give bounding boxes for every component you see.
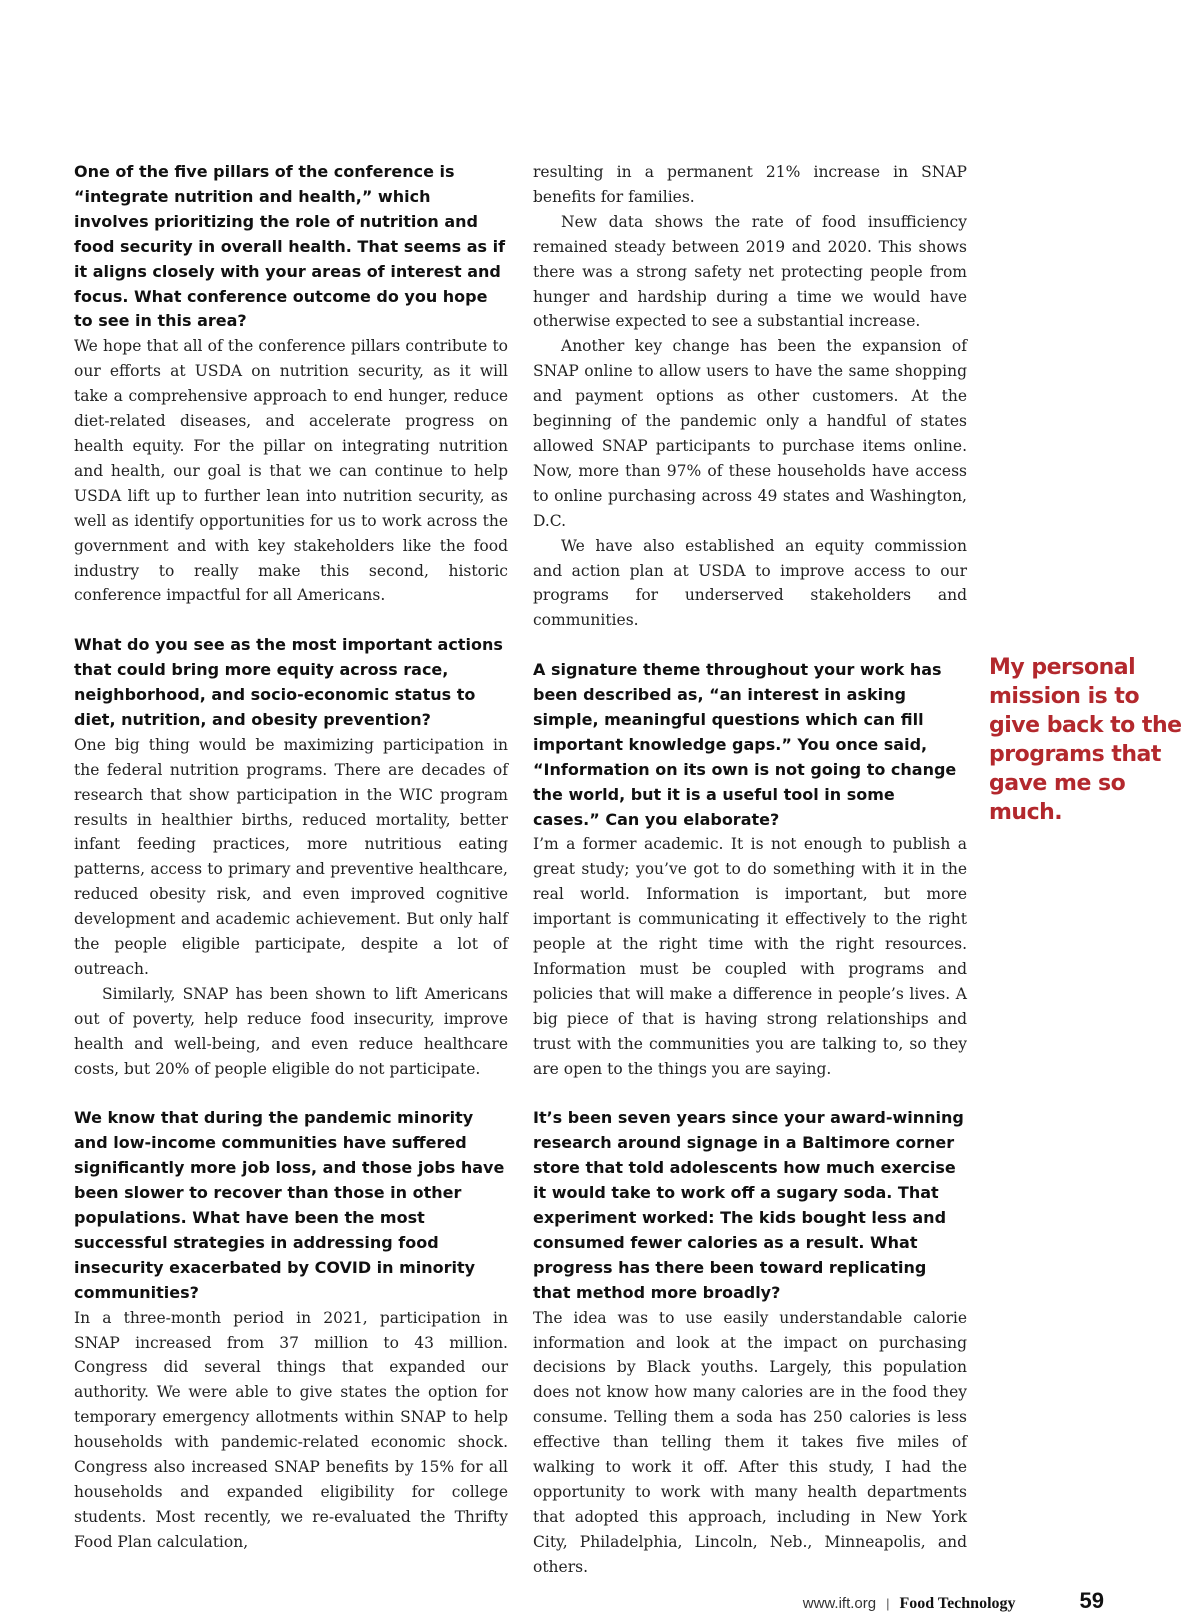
answer-5: The idea was to use easily understandable calorie information and look at the impact on purchasing decisions by Black youths. Largely, this population does not know how many calories are in the food they consume. Telling them a soda has 250 calories is less effective than telling them it takes five miles of walking to work it off. After this study, I had the opportunity to work with many health departments that adopted this approach, including in New York City, Philadelphia, Lincoln, Neb., Minneapolis, and others. [533,1308,967,1576]
question-2: What do you see as the most important actions that could bring more equity across race, neighborhood, and socio-economic status to diet, nutrition, and obesity prevention? [74,635,503,729]
answer-2-paragraph-1: One big thing would be maximizing participation in the federal nutrition programs. There are decades of research that show participation in the WIC program results in healthier births, reduced mortality, better infant feeding practices, more nutritious eating patterns, access to primary and preventive healthcare, reduced obesity risk, and even improved cognitive development and academic achievement. But only half the people eligible participate, despite a lot of outreach. [74,735,508,978]
answer-3-paragraph-4: We have also established an equity commission and action plan at USDA to improve access to our programs for underserved stakeholders and communities. [533,536,967,630]
footer-website-link[interactable]: www.ift.org [802,1595,877,1612]
footer-separator: | [886,1596,890,1611]
page-number: 59 [1079,1588,1104,1613]
answer-3-paragraph-1: In a three-month period in 2021, participation in SNAP increased from 37 million to 43 million. Congress did several things that expanded our authority. We were able to give states the option for temporary emergency allotments within SNAP to help households with pandemic-related economic shock. Congress also increased SNAP benefits by 15% for all households and expanded eligibility for college students. Most recently, we re-evaluated the Thrifty Food Plan calculation, [74,1308,508,1551]
pull-quote: My personal mission is to give back to the programs that gave me so much. [989,655,1182,825]
answer-3-paragraph-2: New data shows the rate of food insufficiency remained steady between 2019 and 2020. This shows there was a strong safety net protecting people from hunger and hardship during a time we would have otherwise expected to see a substantial increase. [533,212,967,331]
answer-1: We hope that all of the conference pillars contribute to our efforts at USDA on nutrition security, as it will take a comprehensive approach to end hunger, reduce diet-related diseases, and accelerate progress on health equity. For the pillar on integrating nutrition and health, our goal is that we can continue to help USDA lift up to further lean into nutrition security, as well as identify opportunities for us to work across the government and with key stakeholders like the food industry to really make this second, historic conference impactful for all Americans. [74,337,508,605]
question-3: We know that during the pandemic minority and low-income communities have suffered significantly more job loss, and those jobs have been slower to recover than those in other populations. What have been the most successful strategies in addressing food insecurity exacerbated by COVID in minority communities? [74,1108,505,1302]
spacer [533,1082,967,1107]
answer-3-paragraph-3: Another key change has been the expansion of SNAP online to allow users to have the same shopping and payment options as other customers. At the beginning of the pandemic only a handful of states allowed SNAP participants to purchase items online. Now, more than 97% of these households have access to online purchasing across 49 states and Washington, D.C. [533,337,967,530]
right-column [533,160,967,1580]
answer-2-paragraph-2: Similarly, SNAP has been shown to lift Americans out of poverty, help reduce food insecurity, improve health and well-being, and even reduce healthcare costs, but 20% of people eligible do not participate. [74,984,508,1078]
page-footer [803,1588,1104,1614]
spacer [74,1082,508,1107]
answer-4: I’m a former academic. It is not enough to publish a great study; you’ve got to do something with it in the real world. Information is important, but more important is communicating it effectively to the right people at the right time with the right resources. Information must be coupled with programs and policies that will make a difference in people’s lives. A big piece of that is having strong relationships and trust with the communities you are talking to, so they are open to the things you are saying. [533,835,967,1078]
answer-3-continued: resulting in a permanent 21% increase in SNAP benefits for families. [533,163,967,206]
question-4: A signature theme throughout your work has been described as, “an interest in asking simple, meaningful questions which can fill important knowledge gaps.” You once said, “Information on its own is not going to change the world, but it is a useful tool in some cases.” Can you elaborate? [533,660,957,829]
spacer [533,633,967,658]
question-5: It’s been seven years since your award-winning research around signage in a Baltimore corner store that told adolescents how much exercise it would take to work off a sugary soda. That experiment worked: The kids bought less and consumed fewer calories as a result. What progress has there been toward replicating that method more broadly? [533,1108,964,1302]
spacer [74,608,508,633]
footer-magazine-name: Food Technology [899,1595,1016,1612]
question-1: One of the five pillars of the conference is “integrate nutrition and health,” which involves prioritizing the role of nutrition and food security in overall health. That seems as if it aligns closely with your areas of interest and focus. What conference outcome do you hope to see in this area? [74,162,506,331]
left-column [74,160,508,1555]
